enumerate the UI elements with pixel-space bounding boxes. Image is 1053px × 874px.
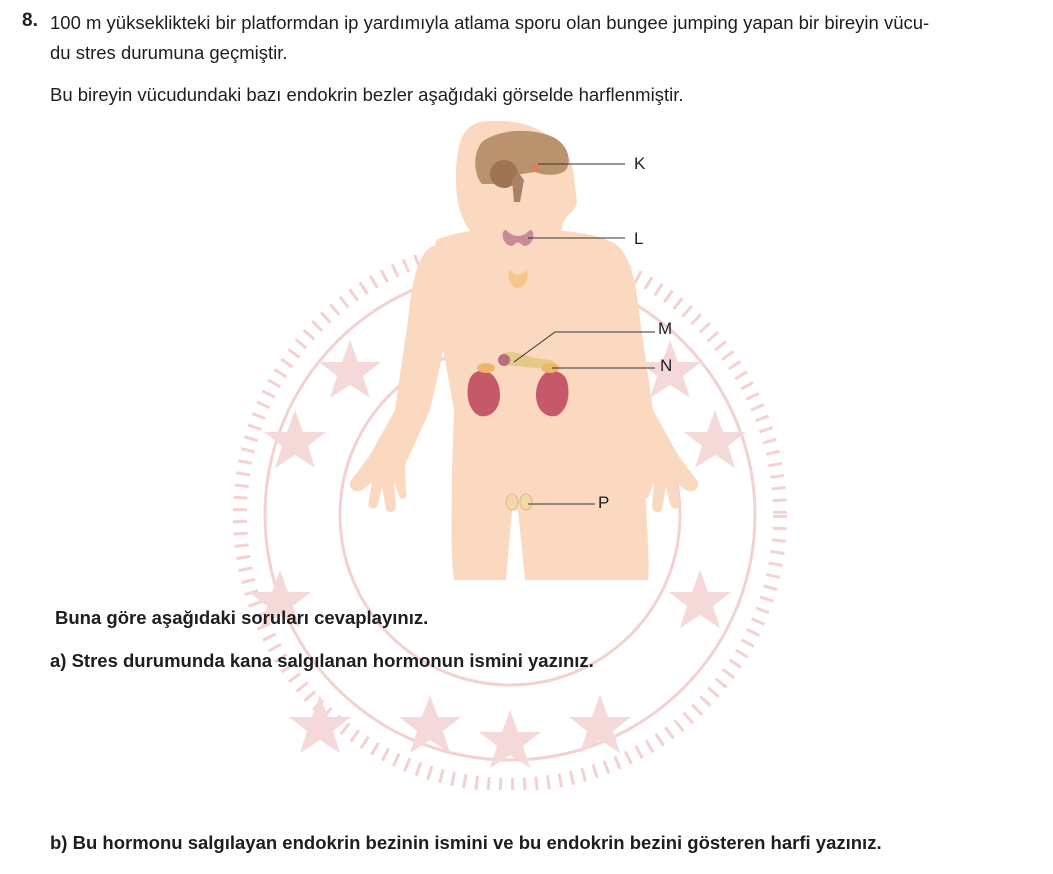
- endocrine-gland-figure: [200, 110, 900, 790]
- label-n: N: [660, 356, 673, 375]
- human-body-silhouette: [350, 121, 699, 580]
- label-k: K: [634, 154, 646, 173]
- left-adrenal-gland: [477, 363, 495, 373]
- label-m: M: [658, 319, 673, 338]
- right-testis: [520, 494, 532, 510]
- question-text-line-3: Bu bireyin vücudundaki bazı endokrin bezler aşağıdaki görselde harflenmiştir.: [50, 84, 684, 105]
- label-p: P: [598, 493, 610, 512]
- question-text-line-1: 100 m yükseklikteki bir platformdan ip yardımıyla atlama sporu olan bungee jumping yapan bir bireyin vücu-: [50, 12, 930, 33]
- left-testis: [506, 494, 518, 510]
- question-text-line-2: du stres durumuna geçmiştir.: [50, 42, 288, 63]
- question-part-b: b) Bu hormonu salgılayan endokrin bezinin ismini ve bu endokrin bezini gösteren harfi yazınız.: [50, 832, 882, 853]
- label-l: L: [634, 229, 644, 248]
- question-part-a: a) Stres durumunda kana salgılanan hormonun ismini yazınız.: [50, 650, 594, 671]
- question-number: 8.: [22, 10, 38, 31]
- instruction-text: Buna göre aşağıdaki soruları cevaplayınız.: [55, 607, 429, 628]
